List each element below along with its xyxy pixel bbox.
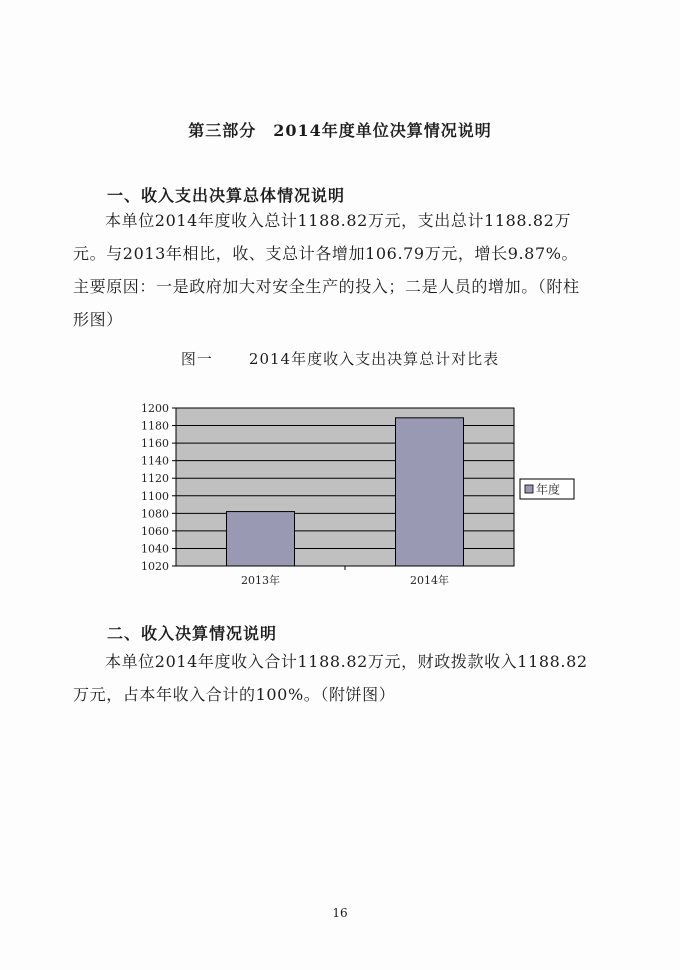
section-2-paragraph: 本单位2014年度收入合计1188.82万元，财政拨款收入1188.82万元，占本年收入合计的100%。（附饼图） <box>73 652 588 704</box>
bar <box>227 512 295 566</box>
legend-label: 年度 <box>536 482 561 497</box>
bar-chart <box>122 396 592 596</box>
y-tick-label: 1040 <box>141 542 169 556</box>
page-title: 第三部分 2014年度单位决算情况说明 <box>188 121 492 140</box>
section-1-paragraph: 本单位2014年度收入总计1188.82万元，支出总计1188.82万元。与2013年相比，收、支总计各增加106.79万元，增长9.87%。主要原因：一是政府加大对安全生产的投入；二是人员的增加。（附柱形图） <box>73 211 580 329</box>
bar <box>396 418 464 566</box>
y-tick-label: 1100 <box>141 489 169 503</box>
y-tick-label: 1080 <box>141 507 169 521</box>
section-heading-1: 一、收入支出决算总体情况说明 <box>107 186 346 205</box>
y-tick-label: 1200 <box>141 402 169 415</box>
figure-caption <box>0 348 680 369</box>
y-tick-label: 1120 <box>141 472 169 486</box>
y-tick-label: 1140 <box>141 454 169 468</box>
section-heading-2: 二、收入决算情况说明 <box>107 624 278 643</box>
y-tick-label: 1160 <box>141 437 169 451</box>
figure-label: 图一 <box>180 350 213 368</box>
y-tick-label: 1180 <box>141 419 169 433</box>
page-number: 16 <box>332 906 348 920</box>
x-tick-label: 2013年 <box>241 574 280 587</box>
y-tick-label: 1020 <box>141 560 169 573</box>
legend-swatch <box>525 485 533 493</box>
bar-chart-svg <box>122 396 592 596</box>
x-tick-label: 2014年 <box>410 574 449 587</box>
y-tick-label: 1060 <box>141 524 169 538</box>
figure-title: 2014年度收入支出决算总计对比表 <box>248 350 500 368</box>
